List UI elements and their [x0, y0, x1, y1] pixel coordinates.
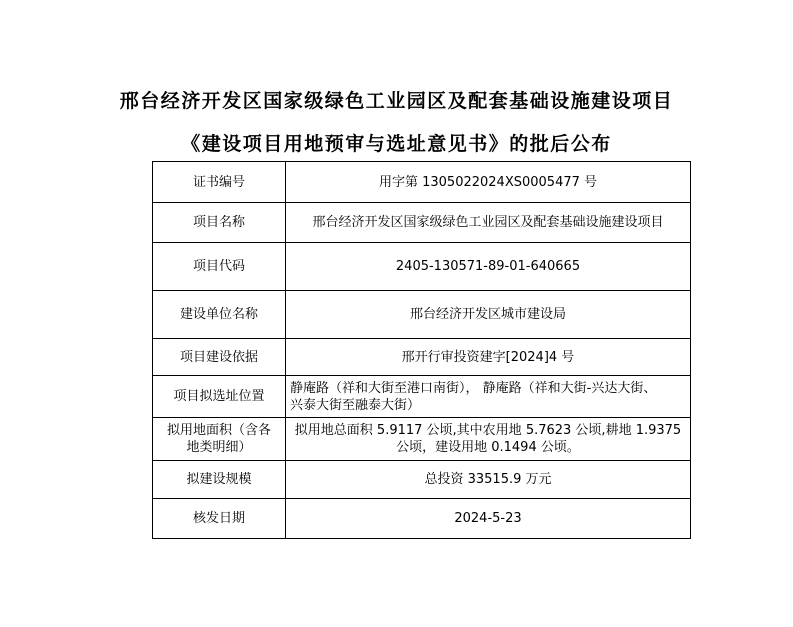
value-issue-date: 2024-5-23 — [286, 499, 691, 539]
label-proposed-land-area-line-2: 地类明细） — [186, 440, 252, 455]
table-row-construction-unit — [153, 291, 691, 339]
info-table — [152, 161, 691, 539]
label-proposed-land-area-line-1: 拟用地面积（含各 — [166, 423, 271, 438]
value-project-code: 2405-130571-89-01-640665 — [286, 243, 691, 291]
value-proposed-location-line-2: 兴泰大街至融泰大街） — [290, 397, 421, 413]
table-row-construction-basis — [153, 339, 691, 376]
value-proposed-location — [286, 376, 691, 418]
table-row-construction-scale — [153, 461, 691, 499]
value-project-name: 邢台经济开发区国家级绿色工业园区及配套基础设施建设项目 — [286, 203, 691, 243]
value-construction-scale: 总投资 33515.9 万元 — [286, 461, 691, 499]
value-proposed-land-area-line-2: 公顷，建设用地 0.1494 公顷。 — [396, 440, 580, 455]
table-row-issue-date — [153, 499, 691, 539]
label-certificate-number: 证书编号 — [153, 162, 286, 203]
value-proposed-land-area — [286, 418, 691, 461]
value-proposed-land-area-line-1: 拟用地总面积 5.9117 公顷,其中农用地 5.7623 公顷,耕地 1.9375 — [294, 423, 682, 438]
value-construction-unit: 邢台经济开发区城市建设局 — [286, 291, 691, 339]
table-row-proposed-location — [153, 376, 691, 418]
table-row-proposed-land-area — [153, 418, 691, 461]
table-row-project-name — [153, 203, 691, 243]
label-project-name: 项目名称 — [153, 203, 286, 243]
label-construction-scale: 拟建设规模 — [153, 461, 286, 499]
document-title-line-1: 邢台经济开发区国家级绿色工业园区及配套基础设施建设项目 — [119, 90, 674, 112]
label-proposed-land-area — [153, 418, 286, 461]
table-row-certificate-number — [153, 162, 691, 203]
label-issue-date: 核发日期 — [153, 499, 286, 539]
label-project-code: 项目代码 — [153, 243, 286, 291]
table-row-project-code — [153, 243, 691, 291]
label-construction-basis: 项目建设依据 — [153, 339, 286, 376]
value-construction-basis: 邢开行审投资建字[2024]4 号 — [286, 339, 691, 376]
value-certificate-number: 用字第 1305022024XS0005477 号 — [286, 162, 691, 203]
label-proposed-location: 项目拟选址位置 — [153, 376, 286, 418]
document-title-line-2: 《建设项目用地预审与选址意见书》的批后公布 — [181, 133, 612, 155]
label-construction-unit: 建设单位名称 — [153, 291, 286, 339]
value-proposed-location-line-1: 静庵路（祥和大街至港口南街）， 静庵路（祥和大街-兴达大街、 — [290, 380, 657, 396]
